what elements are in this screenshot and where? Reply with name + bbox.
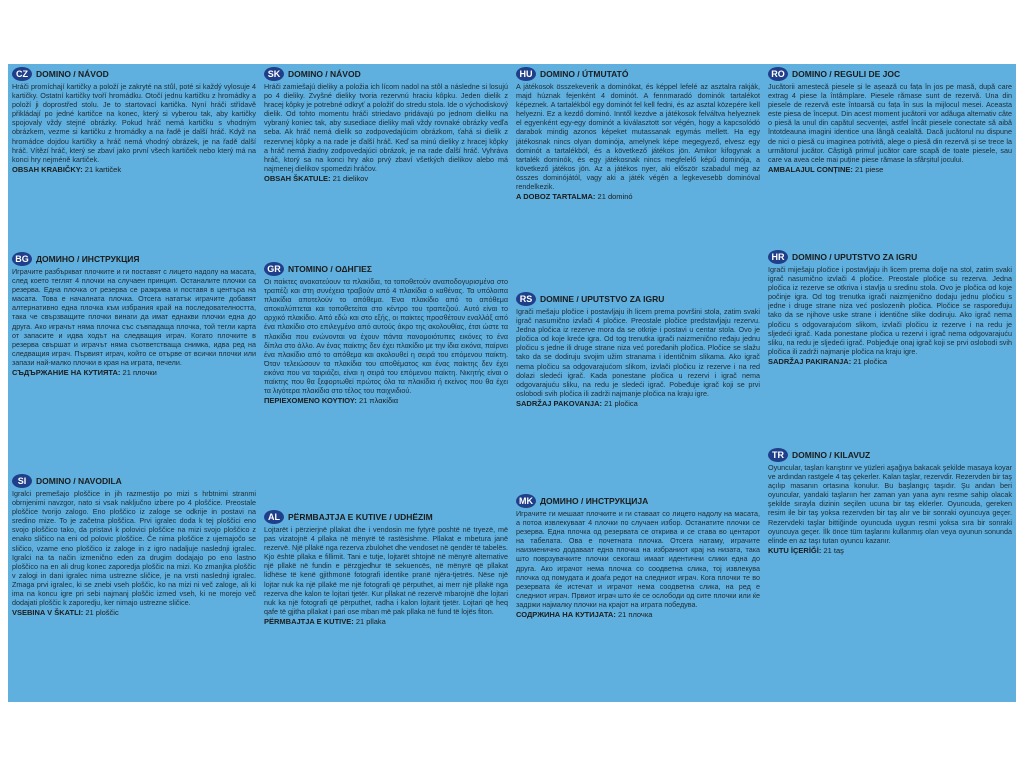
instructions-text-rs: Igrači mešaju pločice i postavljaju ih licem prema površini stola, zatim svaki igrač nasumično izvlači 4 pločice. Preostale pločice predstavljaju rezervu. Jedna pločica iz rezerve mora da se otkrije i postavi u centar stola. Ovo je pločica od koje kreće igra. Od tog trenutka igrači naizmenično ređaju jednu pločicu s jedne ili druge strane niza već poređanih pločica. Pločice se slažu tako da se dodiruju svojim užim stranama i identičnim slikama. Ako igrač nema pločicu sa odgovarajućom slikom, izvlači pločicu iz rezerve i na red dolazi sledeći igrač. Kada ponestane pločica u rezervi i igrač nema odgovarajuću sliku, na redu je sledeći igrač. Pobeđuje igrač koji se prvi oslobodi svih pločica ili zadrži najmanje pločica na kraju igre. [516,307,760,398]
instructions-text-bg: Играчите разбъркват плочките и ги поставят с лицето надолу на масата, след което теглят 4 плочки на случаен принцип. Останалите плочки са резерва. Една плочка от резерва се разкрива и поставя в центъра на масата. Това е началната плочка. Отсега нататък играчите добавят алтернативно една плочка към избрания край на последователността, така че свързващите плочки винаги да имат еднакви плочки една до друга. Ако играчът няма плочка със съвпадаща плочка, той тегли карта от запасите и идва ходът на следващия играч. Когато плочките в резерва свършат и играчът няма съответстваща снимка, идва ред на следващия играч. Първият играч, който се отърве от всички плочки или запази най-малко плочки в края на играта, печели. [12,267,256,367]
instructions-text-al: Lojtarët i përzierjnë pllakat dhe i vendosin me fytyrë poshtë në tryezë, më pas vizatojnë 4 pllaka në mënyrë të rastësishme. Pllakat e mbetura janë rezervë. Një pllakë nga rezerva zbulohet dhe vendoset në qendër të tabelës. Kjo është pllaka e fillimit. Tani e tutje, lojtarët shtojnë në mënyrë alternative një pllakë në fundin e përzgjedhur të sekuencës, në mënyrë që pllakat lidhëse të kenë gjithmonë fotografi identike pranë njëra-tjetrës. Nëse një lojtar nuk ka një pllakë me një fotografi që përputhet, ai merr një pllakë nga rezerva dhe kalon te lojtari tjetër. Kur pllakat në rezervë mbarojnë dhe lojtari nuk ka një fotografi që përputhet, radha i kalon lojtarit tjetër. Lojtari që heq qafe të gjitha pllakat i pari ose mban më pak pllaka në fund të lojës fiton. [264,525,508,616]
section-al [264,510,508,627]
language-badge-mk: MK [516,494,536,508]
language-badge-bg: BG [12,252,32,266]
box-contents-sk: OBSAH ŠKATULE: 21 dielikov [264,173,369,183]
language-badge-gr: GR [264,262,284,276]
section-title-cz: DOMINO / NÁVOD [36,69,109,79]
section-title-rs: DOMINE / UPUTSTVO ZA IGRU [540,294,665,304]
box-contents-hr: SADRŽAJ PAKIRANJA: 21 pločica [768,356,888,366]
section-title-sk: DOMINO / NÁVOD [288,69,361,79]
section-hu [516,67,760,202]
section-cz [12,67,256,175]
instruction-sheet [8,64,1016,702]
language-badge-ro: RO [768,67,788,81]
instructions-text-hr: Igrači miješaju pločice i postavljaju ih licem prema dolje na stol, zatim svaki igrač nasumično izvlači 4 pločice. Preostale pločice su rezerva. Jedna pločica iz rezerve se otkriva i stavlja u sredinu stola. Ovo je pločica od koje počinje igra. Od tog trenutka igrači naizmjenično dodaju jednu pločicu s jedne i druge strane niza već poslozenih pločica. Pločice se raspoređuju tako da se njihove uske strane i identične slike dodiruju. Ako igrač nema pločicu s odgovarajućom slikom, izvlači pločicu iz rezerve i na redu je sljedeći igrač. Kada ponestane pločica u rezervi i igrač nema odgovarajuću sliku, na redu je sljedeći igrač. Pobjeđuje onaj igrač koji se prvi oslobodi svih pločica ili zadrži najmanje pločica na kraju igre. [768,265,1012,356]
box-contents-gr: ΠΕΡΙΕΧΟΜΕΝΟ ΚΟΥΤΙΟΥ: 21 πλακίδια [264,396,399,406]
section-title-hu: DOMINO / ÚTMUTATÓ [540,69,629,79]
instructions-text-sk: Hráči zamiešajú dieliky a položia ich lícom nadol na stôl a následne si losujú po 4 dieliky. Zvyšné dieliky tvoria rezervnú hraciu kôpku. Jeden dielik z hracej kôpky je potrebné odkryť a položiť do stredu stola. Ide o východiskový dielik. Od tohto momentu hráči striedavo pridávajú po jednom dieliku na vybraný koniec tak, aby susediace dieliky mali vždy rovnaké obrázky vedľa seba. Ak hráč nemá dielik so zodpovedajúcim obrázkom, ťahá si dielik z rezervnej kôpky a na rade je ďalší hráč. Keď sa minú dieliky z hracej kôpky a hráč nemá žiadny zodpovedajúci obrázok, je na rade ďalší hráč. Vyhráva hráč, ktorý sa na konci hry ako prvý zbaví všetkých dielikov alebo má najmenej dielikov spomedzi hráčov. [264,82,508,173]
section-rs [516,292,760,409]
box-contents-al: PËRMBAJTJA E KUTIVE: 21 pllaka [264,616,386,626]
section-title-gr: ΝΤΟΜΙΝΟ / ΟΔΗΓΙΕΣ [288,264,372,274]
instructions-text-mk: Играчите ги мешаат плочките и ги ставаат со лицето надолу на масата, а потоа извлекуваат 4 плочки по случаен избор. Останатите плочки се резерва. Една плочка од резервата се открива и се става во центарот на табелата. Ова е почетната плочка. Отсега натаму, играчите наизменично додаваат една плочка на избраниот крај на низата, така што поврзувачките плочки секогаш имаат идентични слики една до друга. Ако играчот нема плочка со соодветна слика, тој извлекува плочка од помудата и доаѓа редот на следниот играч. Кога плочки те во резервата ќе истечат и играчот нема соодветна слика, на ред е следниот играч. Првиот играч што ќе се ослободи од сите плочки или ќе задржи најмалку плочки на крајот на играта победува. [516,509,760,609]
language-badge-rs: RS [516,292,536,306]
column-4 [768,64,1016,702]
language-badge-sk: SK [264,67,284,81]
section-bg [12,252,256,378]
section-tr [768,448,1012,556]
instructions-text-si: Igralci premešajo ploščice in jih razmestijo po mizi s hrbtnimi stranmi obrnjenimi navzgor, nato si vsak naključno izbere po 4 ploščice. Preostale ploščice tvorijo zalogo. Eno ploščico iz zaloge se odkrije in postavi na sredino mize. To je začetna ploščica. Prvi igralec doda k tej ploščici eno svojo ploščico tako, da pristavi k polovici ploščice na mizi svojo ploščico z enako sličico na eni od polovic ploščice. Če nima ploščice z ujemajočo se sličico, vzame eno ploščico iz zaloge in z igro nadaljuje naslednji igralec. Igralci na ta način izmenično eden za drugim dodajajo po eno lastno ploščico na en ali drug konec zaporedja ploščic na mizi. Ko zmanjka ploščic v zalogi in dani igralec nima ustrezne sličice, je na vrsti naslednji igralec. Zmaga prvi igralec, ki se znebi vseh ploščic, ko na mizi ni več zaloge, ali ki ima na koncu igre pri sebi najmanj ploščic izmed vseh, ki ne morejo več dodajati ploščic k zaporedju, ker nimajo ustrezne sličice. [12,489,256,608]
box-contents-mk: СОДРЖИНА НА КУТИЈАТА: 21 плочка [516,610,653,620]
instructions-text-ro: Jucătorii amestecă piesele și le așează cu fața în jos pe masă, după care extrag 4 piese la întâmplare. Piesele rămase sunt de rezervă. Una din piesele de rezervă este întoarsă cu fața în sus la mijlocul mesei. Aceasta este piesa de început. Din acest moment jucătorii vor adăuga alternativ câte o piesă la unul din capătul secvenței, astfel încât piesele conectate să aibă întotdeauna imagini identice una lângă cealaltă. Dacă jucătorul nu dispune de nici o piesă cu imaginea potrivită, alege o piesă din rezervă și se trece la următorul jucător. Câștigă primul jucător care scapă de toate piesele, sau care va avea cele mai puține piese rămase la sfârșitul jocului. [768,82,1012,164]
language-badge-hu: HU [516,67,536,81]
column-3 [516,64,764,702]
section-title-ro: DOMINO / REGULI DE JOC [792,69,901,79]
box-contents-bg: СЪДЪРЖАНИЕ НА КУТИЯТА: 21 плочки [12,368,157,378]
box-contents-rs: SADRŽAJ PAKOVANJA: 21 pločica [516,398,638,408]
section-hr [768,250,1012,367]
language-badge-tr: TR [768,448,788,462]
language-badge-hr: HR [768,250,788,264]
column-1 [12,64,260,702]
instructions-text-hu: A játékosok összekeverik a dominókat, és képpel lefelé az asztalra rakják, majd húznak fejenként 4 dominót. A fennmaradó dominók tartalékot képeznek. A tartalékból egy dominót fel kell fedni, és az asztal közepére kell helyezni. Ez a kezdő dominó. Inntől kezdve a játékosok felváltva helyeznek el egyenként egy-egy dominót a kiválasztott sor végén, hogy a kapcsolódó darabok mindig azonos képeket mutassanak egymás mellett. Ha egy játékosnak nincs olyan dominója, amelynek képe megegyező, elvesz egy dominót a tartalékból, és a következő játékos jön. Amikor kifogynak a tartalék dominók, és egy játékosnak nincs megfelelő képű dominója, a következő játékos jön. Az a játékos nyer, aki először szabadul meg az összes dominójától, vagy aki a játék végén a legkevesebb dominóval rendelkezik. [516,82,760,192]
box-contents-tr: KUTU İÇERİĞİ: 21 taş [768,545,844,555]
language-badge-si: SI [12,474,32,488]
language-badge-al: AL [264,510,284,524]
box-contents-si: VSEBINA V ŠKATLI: 21 ploščic [12,608,119,618]
section-title-si: DOMINO / NAVODILA [36,476,122,486]
box-contents-cz: OBSAH KRABIČKY: 21 kartiček [12,164,122,174]
section-sk [264,67,508,184]
instructions-text-tr: Oyuncular, taşları karıştırır ve yüzleri aşağıya bakacak şekilde masaya koyar ve ardından rastgele 4 taş çekerler. Kalan taşlar, rezervdir. Rezervden bir taş açılıp masanın ortasına konulur. Bu başlangıç taşıdır. Şu andan beri oyuncular, yandaki taşlarıın her zaman yan yana aynı resme sahip olacak şekilde sırayla dizinin seçilen ucuna bir taş eklerler. Oyuncuda, gereken resim ile bir taş yoksa rezervden bir taş alır ve bir sonraki oyuncuya geçer. Rezervdeki taşlar bittiğinde oyuncuda uygun resmi yoksa sıra bir sonraki oyuncuya geçer. İlk önce tüm taşlarını kullanmış olan veya oyunun sonunda elinde en az taşı tutan oyuncu kazanır. [768,463,1012,545]
section-gr [264,262,508,406]
section-title-hr: DOMINO / UPUTSTVO ZA IGRU [792,252,918,262]
box-contents-ro: AMBALAJUL CONȚINE: 21 piese [768,164,884,174]
section-ro [768,67,1012,175]
section-si [12,474,256,618]
box-contents-hu: A DOBOZ TARTALMA: 21 dominó [516,192,633,202]
section-title-al: PËRMBAJTJA E KUTIVE / UDHËZIM [288,512,433,522]
instructions-text-gr: Οι παίκτες ανακατεύουν τα πλακίδια, τα τοποθετούν αναποδογυρισμένα στο τραπέζι και στη συνέχεια τραβούν από 4 πλακίδια ο καθένας. Τα υπόλοιπα πλακίδια αποτελούν το απόθεμα. Ένα πλακίδιο από το απόθεμα αποκαλύπτεται και τοποθετείται στο κέντρο του τραπεζιού. Αυτό είναι το αρχικό πλακίδιο. Από εδώ και στο εξής, οι παίκτες προσθέτουν εναλλάξ από ένα πλακίδιο στο επιλεγμένο από αυτούς άκρο της ακολουθίας, έτσι ώστε τα πλακίδια που ενώνονται να έχουν πάντα πανομοιότυπες εικόνες το ένα δίπλα στο άλλο. Αν ένας παίκτης δεν έχει πλακίδιο με την ίδια εικόνα, παίρνει ένα πλακίδιο από το απόθεμα και ακολουθεί η σειρά του επόμενου παίκτη. Όταν τελειώσουν τα πλακίδια του αποθέματος και ένας παίκτης δεν έχει εικόνα που να ταιριάζει, είναι η σειρά του επόμενου παίκτη. Νικητής είναι ο παίκτης που θα ξεφορτωθεί πρώτος όλα τα πλακίδια ή εκείνος που θα έχει τα λιγότερα πλακίδια στο τέλος του παιχνιδιού. [264,277,508,396]
section-title-mk: ДОМИНО / ИНСТРУКЦИЈА [540,496,649,506]
language-badge-cz: CZ [12,67,32,81]
column-2 [264,64,512,702]
instructions-text-cz: Hráči promíchají kartičky a položí je zakryté na stůl, poté si každý vylosuje 4 kartičky. Ostatní kartičky tvoří hromádku. Otočí jednu kartičku z hromádky a položí ji doprostřed stolu. Je to startovací kartička. Nyní hráči střídavě přikládají po jedné kartičce na konec, který si vyberou tak, aby kartičky spojovaly vždy stejné obrázky. Pokud hráč nemá kartičku s vhodným obrázkem, vezme si kartičku z hromádky a na řadě je další hráč. Když na hromádce dojdou kartičky a hráč nemá vhodný obrázek, je na řadě další hráč. Vítězí hráč, který se zbaví jako první všech kartiček nebo který má na konci hry nejméně kartiček. [12,82,256,164]
section-title-tr: DOMINO / KILAVUZ [792,450,871,460]
section-mk [516,494,760,620]
section-title-bg: ДОМИНО / ИНСТРУКЦИЯ [36,254,140,264]
